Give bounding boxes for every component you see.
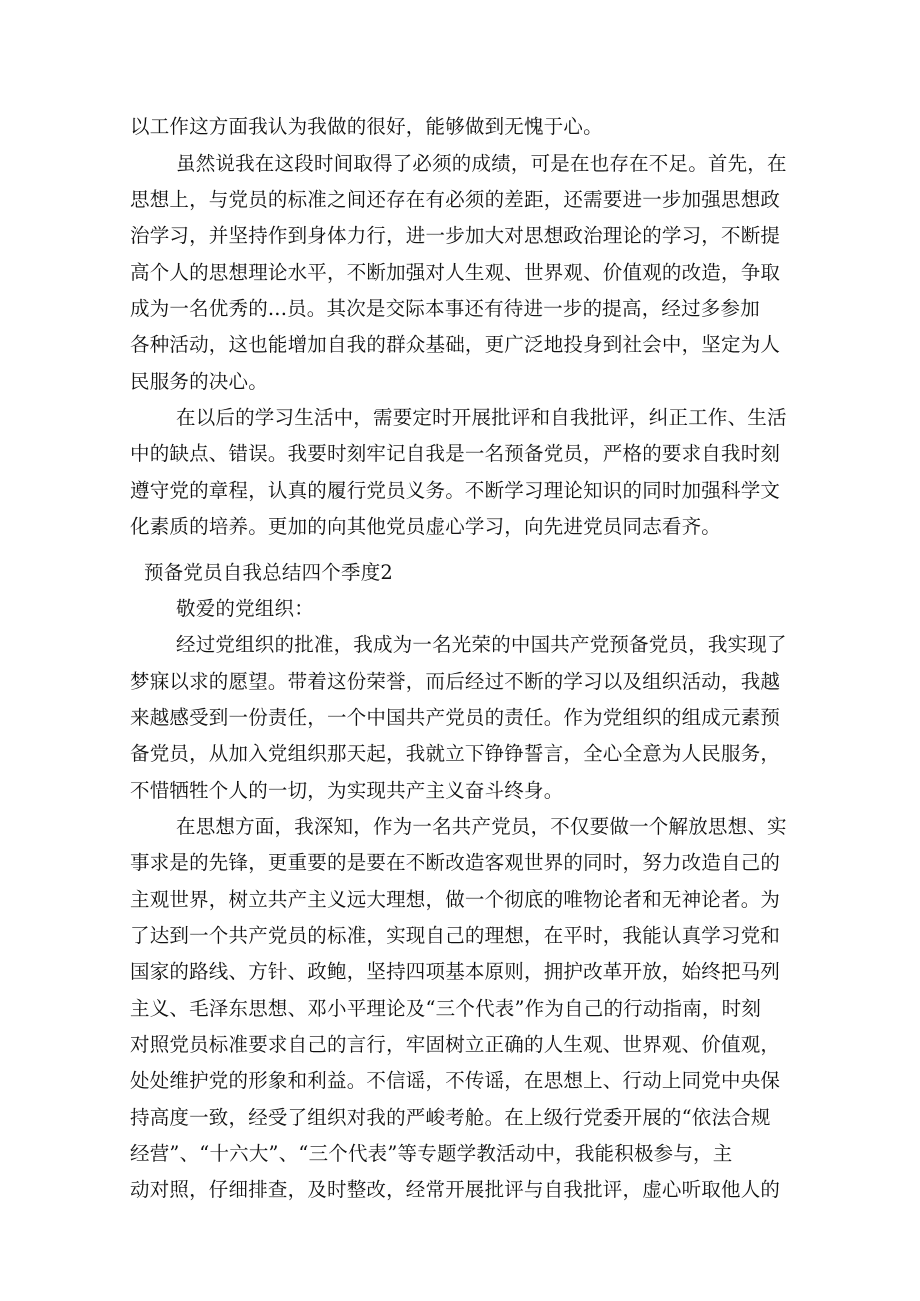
- salutation: 敬爱的党组织：: [176, 597, 314, 620]
- text-line: 在思想方面，我深知，作为一名共产党员，不仅要做一个解放思想、实: [176, 815, 787, 838]
- text-line: 动对照，仔细排查，及时整改，经常开展批评与自我批评，虚心听取他人的: [130, 1178, 781, 1201]
- section-heading: 预备党员自我总结四个季度2: [144, 561, 394, 584]
- text-line: 以工作这方面我认为我做的很好，能够做到无愧于心。: [130, 115, 603, 138]
- text-line: 主观世界，树立共产主义远大理想，做一个彻底的唯物论者和无神论者。为: [130, 888, 781, 911]
- text-line: 持高度一致，经受了组织对我的严峻考舱。在上级行党委开展的“依法合规: [130, 1106, 771, 1129]
- text-line: 虽然说我在这段时间取得了必须的成绩，可是在也存在不足。首先，在: [176, 152, 787, 175]
- text-line: 事求是的先锋，更重要的是要在不断改造客观世界的同时，努力改造自己的: [130, 851, 781, 874]
- text-line: 主义、毛泽东思想、邓小平理论及“三个代表”作为自己的行动指南，时刻: [130, 997, 762, 1020]
- text-line: 经营”、“十六大”、“三个代表”等专题学教活动中，我能积极参与，主: [130, 1142, 733, 1165]
- text-line: 各种活动，这也能增加自我的群众基础，更广泛地投身到社会中，坚定为人: [130, 333, 781, 356]
- text-line: 民服务的决心。: [130, 370, 268, 393]
- text-line: 化素质的培养。更加的向其他党员虚心学习，向先进党员同志看齐。: [130, 515, 722, 538]
- text-line: 处处维护党的形象和利益。不信谣，不传谣，在思想上、行动上同党中央保: [130, 1069, 781, 1092]
- text-line: 治学习，并坚持作到身体力行，进一步加大对思想政治理论的学习，不断提: [130, 224, 781, 247]
- text-line: 不惜牺牲个人的一切，为实现共产主义奋斗终身。: [130, 779, 564, 802]
- text-line: 高个人的思想理论水平，不断加强对人生观、世界观、价值观的改造，争取: [130, 261, 781, 284]
- text-line: 梦寐以求的愿望。带着这份荣誉，而后经过不断的学习以及组织活动，我越: [130, 670, 781, 693]
- text-line: 中的缺点、错误。我要时刻牢记自我是一名预备党员，严格的要求自我时刻: [130, 442, 781, 465]
- text-line: 对照党员标准要求自己的言行，牢固树立正确的人生观、世界观、价值观，: [130, 1033, 781, 1056]
- text-line: 国家的路线、方针、政鲍，坚持四项基本原则，拥护改革开放，始终把马列: [130, 960, 781, 983]
- text-line: 了达到一个共产党员的标准，实现自己的理想，在平时，我能认真学习党和: [130, 924, 781, 947]
- text-line: 在以后的学习生活中，需要定时开展批评和自我批评，纠正工作、生活: [176, 406, 787, 429]
- text-line: 成为一名优秀的...员。其次是交际本事还有待进一步的提高，经过多参加: [130, 297, 760, 320]
- text-line: 备党员，从加入党组织那天起，我就立下铮铮誓言，全心全意为人民服务，: [130, 742, 781, 765]
- text-line: 遵守党的章程，认真的履行党员义务。不断学习理论知识的同时加强科学文: [130, 479, 781, 502]
- text-line: 经过党组织的批准，我成为一名光荣的中国共产党预备党员，我实现了: [176, 633, 787, 656]
- text-line: 思想上，与党员的标准之间还存在有必须的差距，还需要进一步加强思想政: [130, 188, 781, 211]
- text-line: 来越感受到一份责任，一个中国共产党员的责任。作为党组织的组成元素预: [130, 706, 781, 729]
